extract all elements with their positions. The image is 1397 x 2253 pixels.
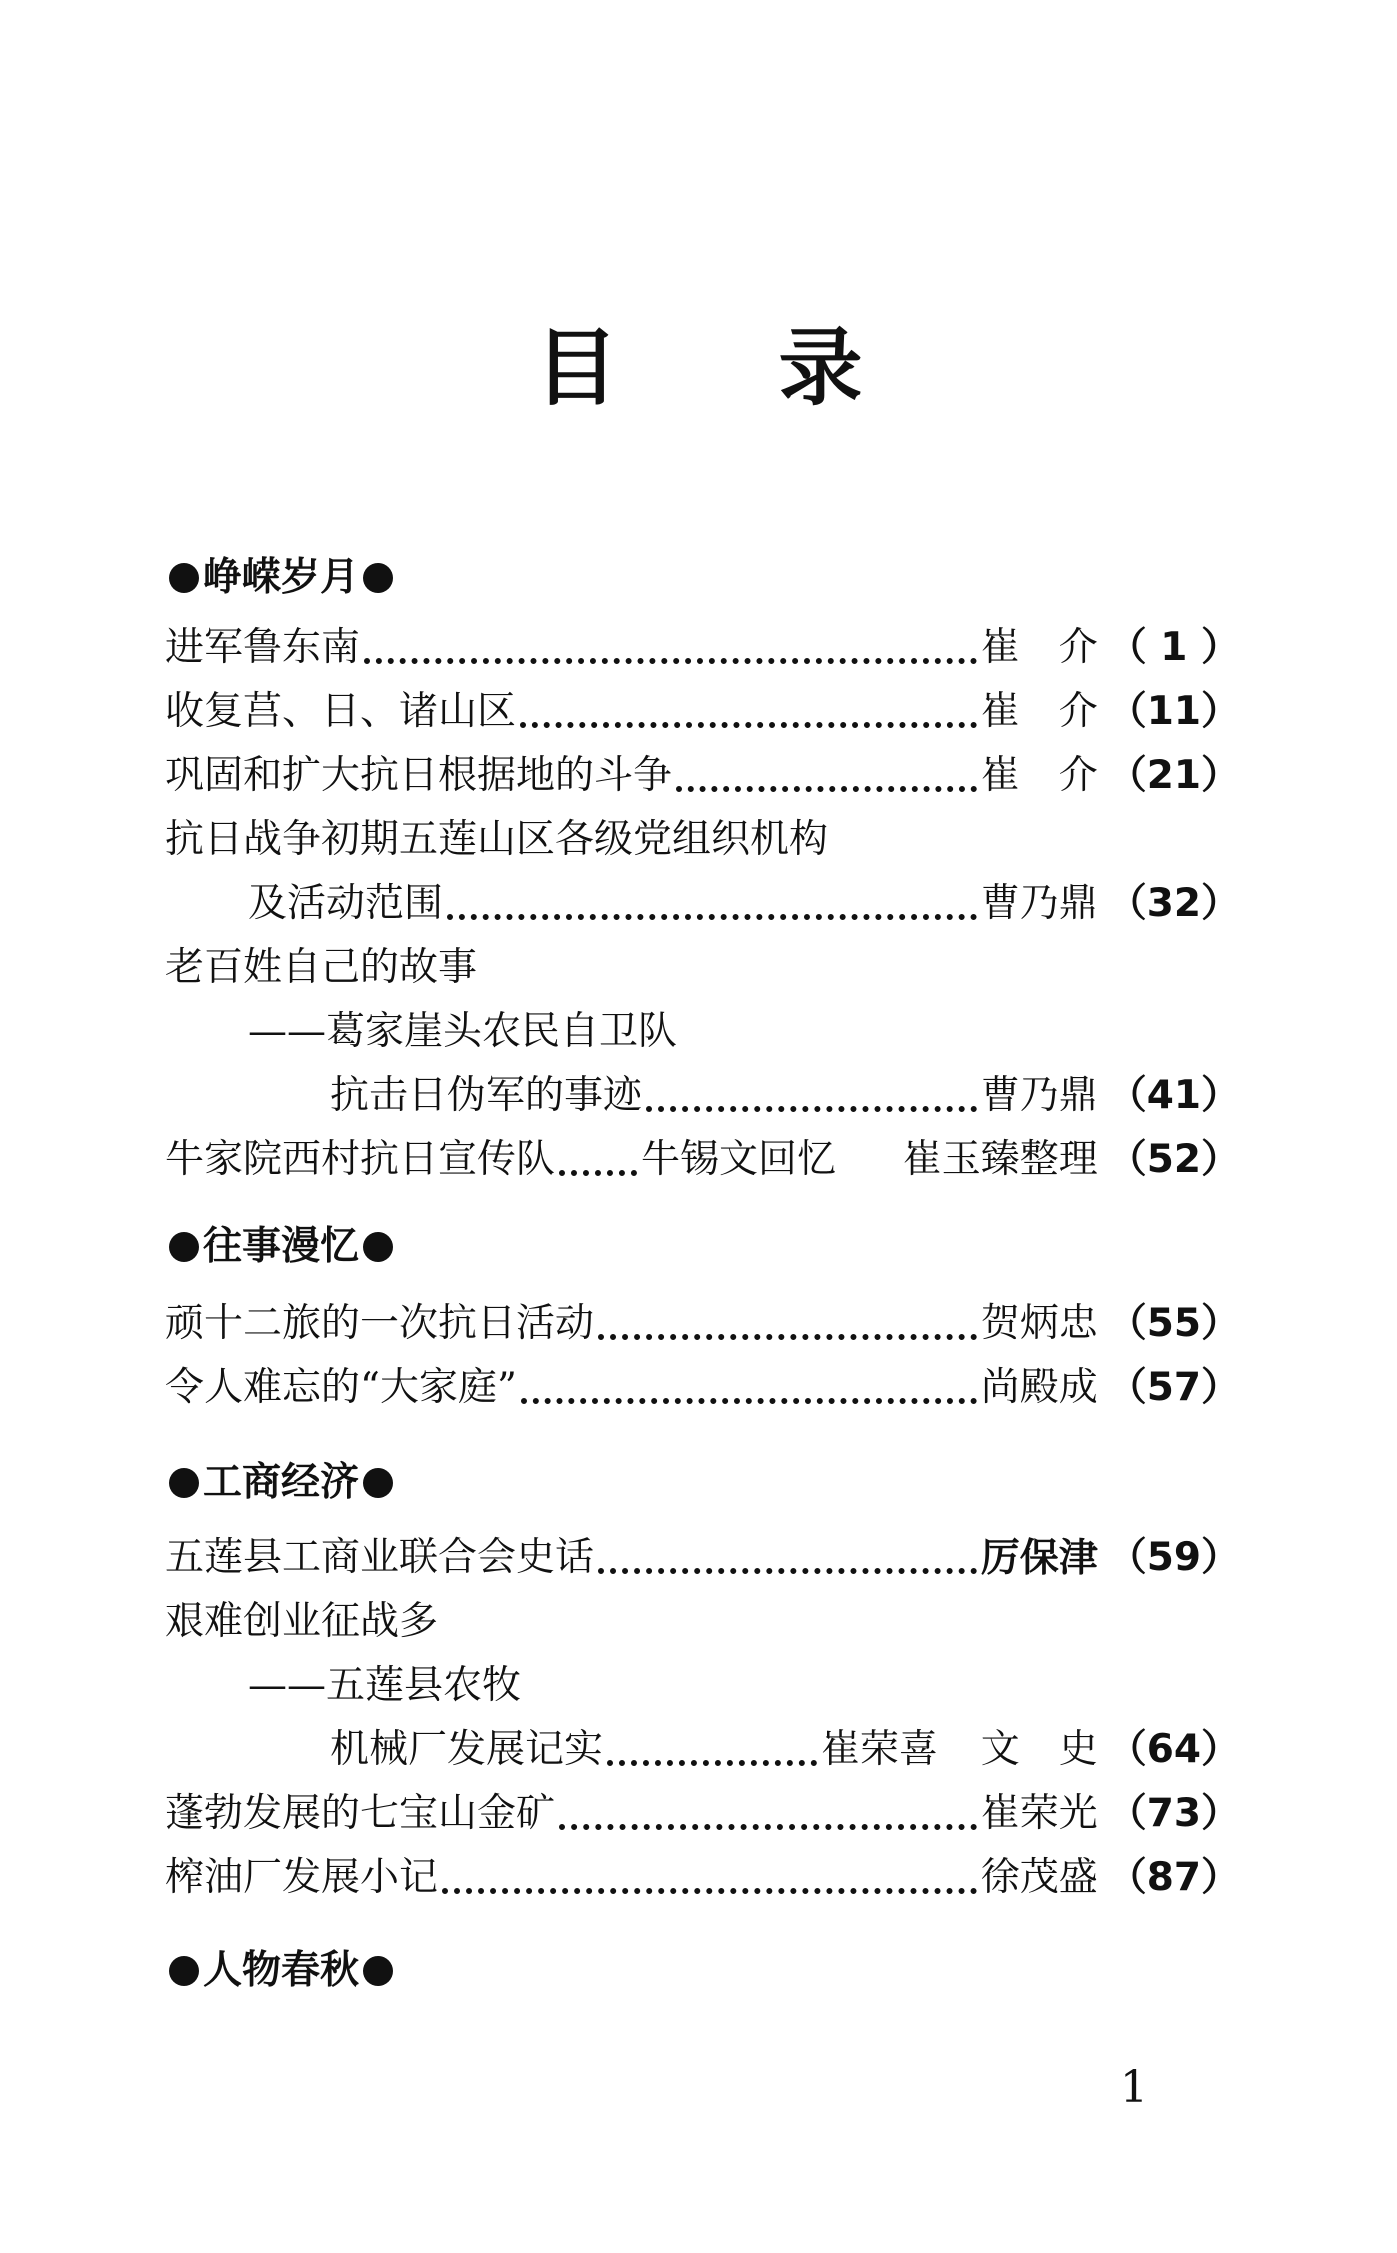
entry-page: （ 1 ） — [1107, 625, 1240, 670]
toc-entry[interactable] — [165, 748, 1240, 804]
section-label: 人物春秋 — [203, 1948, 360, 1993]
entry-title: 机械厂发展记实 — [330, 1727, 604, 1772]
entry-author: 徐茂盛 — [980, 1855, 1098, 1900]
entry-page: （87） — [1107, 1855, 1240, 1900]
section-heading — [165, 1222, 397, 1272]
bullet-icon — [363, 1956, 393, 1986]
section-heading — [165, 1458, 397, 1508]
toc-entry[interactable] — [330, 1068, 1240, 1124]
toc-entry[interactable] — [248, 876, 1240, 932]
bullet-icon — [363, 1232, 393, 1262]
entry-author: 崔 介 — [980, 625, 1098, 670]
dot-leader — [442, 1874, 977, 1894]
entry-author: 尚殿成 — [980, 1365, 1098, 1410]
dot-leader — [521, 1384, 977, 1404]
dot-leader — [646, 1092, 977, 1112]
toc-entry-heading[interactable] — [165, 812, 1240, 868]
entry-title: 抗击日伪军的事迹 — [330, 1073, 643, 1118]
dot-leader — [598, 1554, 977, 1574]
toc-entry[interactable] — [165, 620, 1240, 676]
entry-page: （21） — [1107, 753, 1240, 798]
toc-entry[interactable] — [165, 1132, 1240, 1188]
page-number: 1 — [1120, 2062, 1148, 2113]
entry-subtitle: ——五莲县农牧 — [248, 1663, 522, 1708]
dot-leader — [607, 1746, 817, 1766]
entry-page: （64） — [1107, 1727, 1240, 1772]
entry-author: 崔 介 — [980, 753, 1098, 798]
entry-title: 老百姓自己的故事 — [165, 945, 478, 990]
entry-editor: 崔玉臻整理 — [902, 1137, 1098, 1182]
entry-page: （73） — [1107, 1791, 1240, 1836]
entry-title: 艰难创业征战多 — [165, 1599, 439, 1644]
toc-entry[interactable] — [165, 1296, 1240, 1352]
entry-page: （55） — [1107, 1301, 1240, 1346]
entry-page: （32） — [1107, 881, 1240, 926]
dot-leader — [559, 1156, 637, 1176]
toc-entry[interactable] — [165, 1360, 1240, 1416]
bullet-icon — [363, 1468, 393, 1498]
entry-page: （52） — [1107, 1137, 1240, 1182]
toc-entry[interactable] — [165, 1850, 1240, 1906]
dot-leader — [447, 900, 977, 920]
entry-title: 巩固和扩大抗日根据地的斗争 — [165, 753, 673, 798]
toc-entry-heading[interactable] — [165, 940, 1240, 996]
entry-title: 进军鲁东南 — [165, 625, 361, 670]
entry-subtitle: ——葛家崖头农民自卫队 — [248, 1009, 678, 1054]
entry-title: 榨油厂发展小记 — [165, 1855, 439, 1900]
bullet-icon — [169, 1956, 199, 1986]
entry-coauthor: 文 史 — [980, 1727, 1098, 1772]
entry-page: （59） — [1107, 1535, 1240, 1580]
entry-page: （57） — [1107, 1365, 1240, 1410]
bullet-icon — [169, 1468, 199, 1498]
entry-page: （41） — [1107, 1073, 1240, 1118]
toc-entry[interactable] — [330, 1722, 1240, 1778]
section-heading — [165, 1946, 397, 1996]
entry-title: 抗日战争初期五莲山区各级党组织机构 — [165, 817, 829, 862]
bullet-icon — [169, 563, 199, 593]
entry-title: 顽十二旅的一次抗日活动 — [165, 1301, 595, 1346]
dot-leader — [364, 644, 977, 664]
entry-title: 及活动范围 — [248, 881, 444, 926]
dot-leader — [520, 708, 977, 728]
entry-title: 牛家院西村抗日宣传队 — [165, 1137, 556, 1182]
dot-leader — [676, 772, 977, 792]
entry-title: 五莲县工商业联合会史话 — [165, 1535, 595, 1580]
section-label: 峥嵘岁月 — [203, 555, 360, 600]
entry-author: 曹乃鼎 — [980, 881, 1098, 926]
toc-entry-subtitle[interactable] — [248, 1004, 1240, 1060]
dot-leader — [559, 1810, 977, 1830]
bullet-icon — [363, 563, 393, 593]
entry-author: 崔 介 — [980, 689, 1098, 734]
toc-entry[interactable] — [165, 1530, 1240, 1586]
entry-title: 收复莒、日、诸山区 — [165, 689, 517, 734]
entry-author: 贺炳忠 — [980, 1301, 1098, 1346]
entry-author: 厉保津 — [980, 1535, 1098, 1581]
bullet-icon — [169, 1232, 199, 1262]
toc-entry-heading[interactable] — [165, 1594, 1240, 1650]
entry-author: 崔荣喜 — [821, 1727, 939, 1772]
toc-entry[interactable] — [165, 684, 1240, 740]
toc-entry[interactable] — [165, 1786, 1240, 1842]
entry-author: 崔荣光 — [980, 1791, 1098, 1836]
dot-leader — [598, 1320, 977, 1340]
entry-title: 蓬勃发展的七宝山金矿 — [165, 1791, 556, 1836]
section-label: 工商经济 — [203, 1460, 360, 1505]
toc-entry-subtitle[interactable] — [248, 1658, 1240, 1714]
page-title: 目录 — [534, 319, 1023, 417]
entry-page: （11） — [1107, 689, 1240, 734]
entry-title: 令人难忘的“大家庭” — [165, 1365, 517, 1410]
entry-author: 曹乃鼎 — [980, 1073, 1098, 1118]
section-label: 往事漫忆 — [203, 1224, 360, 1269]
section-heading — [165, 553, 397, 603]
entry-author: 牛锡文回忆 — [641, 1137, 837, 1182]
